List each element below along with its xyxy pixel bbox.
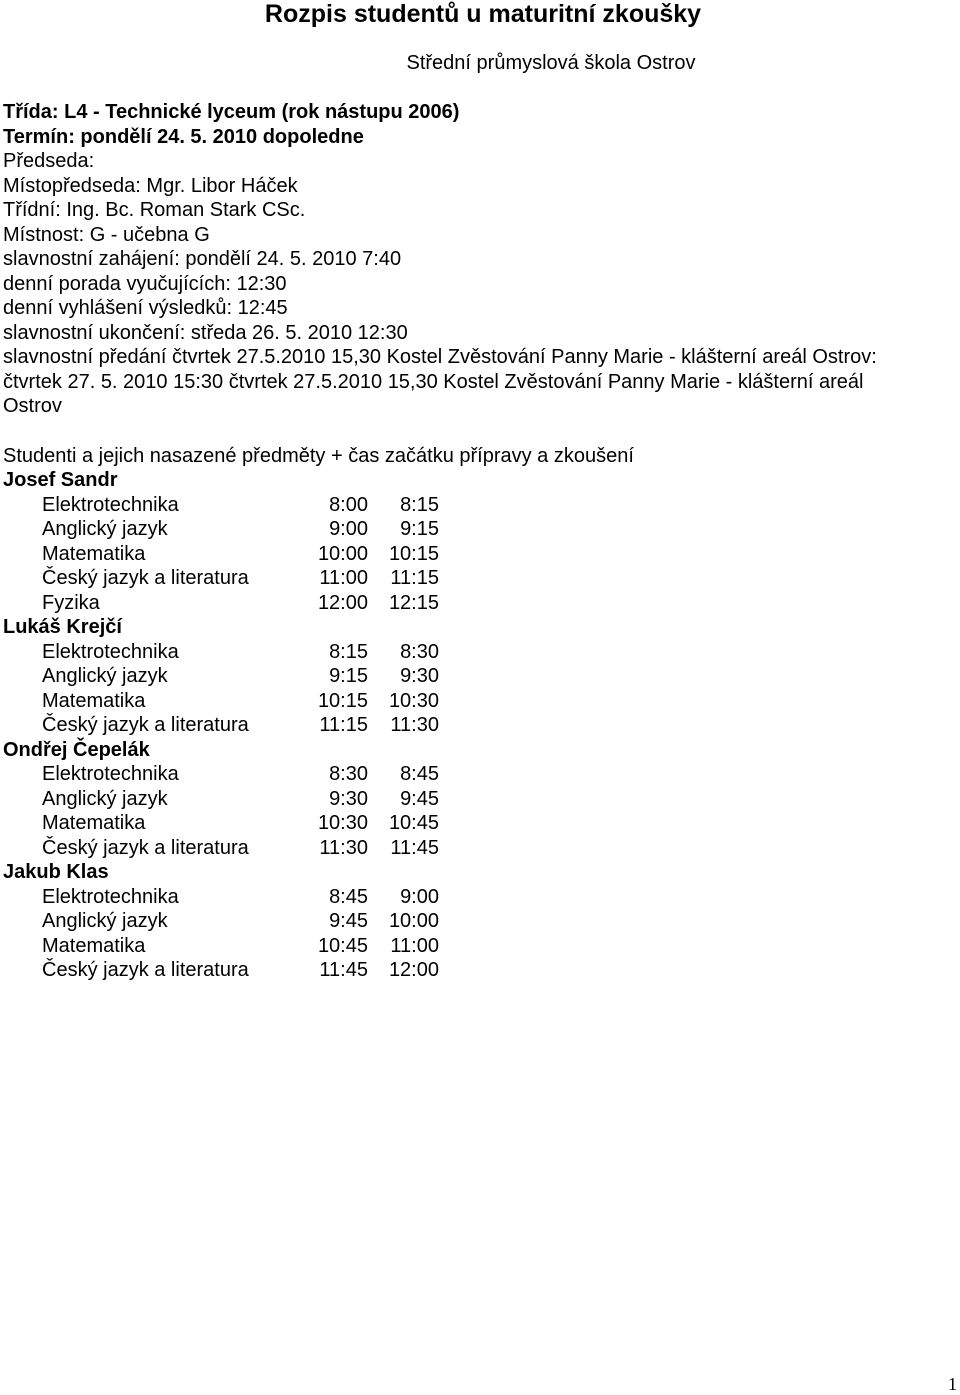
header-line: slavnostní předání čtvrtek 27.5.2010 15,30 Kostel Zvěstování Panny Marie - klášterní areál Ostrov: [3, 346, 877, 368]
prep-time: 11:00 [319, 567, 368, 589]
student-name: Lukáš Krejčí [3, 616, 122, 638]
prep-time: 9:00 [329, 518, 368, 540]
exam-time: 10:15 [388, 542, 439, 565]
page-title: Rozpis studentů u maturitní zkoušky [264, 0, 702, 28]
prep-time: 11:15 [319, 714, 368, 736]
exam-time: 10:45 [388, 812, 439, 834]
exam-time: 8:15 [400, 493, 439, 516]
exam-time: 8:45 [400, 763, 439, 785]
exam-time: 11:00 [390, 934, 439, 957]
subject-name: Matematika [42, 934, 146, 957]
exam-time: 11:30 [390, 714, 439, 736]
subject-name: Anglický jazyk [42, 910, 168, 932]
exam-time: 9:00 [400, 885, 439, 908]
subject-name: Anglický jazyk [42, 787, 168, 810]
header-line: slavnostní ukončení: středa 26. 5. 2010 12:30 [3, 321, 408, 344]
subject-name: Fyzika [42, 591, 100, 614]
school-name-text: Střední průmyslová škola Ostrov [406, 52, 696, 74]
exam-time: 11:15 [390, 567, 439, 589]
header-line: Třídní: Ing. Bc. Roman Stark CSc. [3, 199, 306, 221]
subject-name: Český jazyk a literatura [42, 959, 249, 981]
prep-time: 10:45 [317, 934, 368, 957]
subject-name: Anglický jazyk [42, 518, 168, 540]
exam-time: 9:45 [400, 787, 439, 810]
header-block [3, 100, 877, 419]
class-line: Třída: L4 - Technické lyceum (rok nástupu 2006) [3, 101, 460, 123]
subject-name: Matematika [42, 812, 146, 834]
header-line: čtvrtek 27. 5. 2010 15:30 čtvrtek 27.5.2010 15,30 Kostel Zvěstování Panny Marie - klášterní areál [3, 370, 864, 393]
subject-name: Matematika [42, 689, 146, 712]
intro-text: Studenti a jejich nasazené předměty + čas začátku přípravy a zkoušení [3, 445, 634, 467]
header-line: Místnost: G - učebna G [3, 223, 210, 246]
student-name: Jakub Klas [3, 861, 109, 883]
subject-name: Matematika [42, 542, 146, 565]
header-line: Místopředseda: Mgr. Libor Háček [3, 174, 298, 197]
prep-time: 10:15 [317, 689, 368, 712]
header-line: Předseda: [3, 150, 95, 172]
student-name: Ondřej Čepelák [3, 738, 150, 761]
exam-time: 9:30 [400, 665, 439, 687]
exam-time: 9:15 [400, 518, 439, 540]
header-line: denní vyhlášení výsledků: 12:45 [3, 297, 288, 319]
prep-time: 11:45 [319, 959, 368, 981]
prep-time: 9:15 [329, 665, 368, 687]
subject-name: Elektrotechnika [42, 885, 179, 908]
exam-time: 8:30 [400, 640, 439, 663]
exam-time: 11:45 [390, 836, 439, 859]
subject-name: Český jazyk a literatura [42, 836, 249, 859]
exam-time: 10:30 [388, 689, 439, 712]
prep-time: 8:00 [329, 493, 368, 516]
exam-time: 12:15 [388, 591, 439, 614]
prep-time: 9:45 [329, 910, 368, 932]
subject-name: Anglický jazyk [42, 665, 168, 687]
prep-time: 8:45 [329, 885, 368, 908]
exam-time: 10:00 [388, 910, 439, 932]
subject-name: Elektrotechnika [42, 640, 179, 663]
prep-time: 12:00 [317, 591, 368, 614]
subject-name: Elektrotechnika [42, 493, 179, 516]
exam-time: 12:00 [388, 959, 439, 981]
subject-name: Český jazyk a literatura [42, 714, 249, 736]
prep-time: 8:15 [329, 640, 368, 663]
student-name: Josef Sandr [3, 469, 118, 491]
prep-time: 9:30 [329, 787, 368, 810]
prep-time: 10:30 [317, 812, 368, 834]
page-number: 1 [948, 1374, 957, 1394]
prep-time: 11:30 [319, 836, 368, 859]
term-line: Termín: pondělí 24. 5. 2010 dopoledne [3, 125, 364, 148]
header-line: denní porada vyučujících: 12:30 [3, 272, 287, 295]
school-name [0, 52, 960, 75]
subject-name: Elektrotechnika [42, 763, 179, 785]
subject-name: Český jazyk a literatura [42, 567, 249, 589]
header-line: slavnostní zahájení: pondělí 24. 5. 2010 7:40 [3, 248, 402, 270]
prep-time: 8:30 [329, 763, 368, 785]
prep-time: 10:00 [317, 542, 368, 565]
header-line: Ostrov [3, 395, 62, 417]
